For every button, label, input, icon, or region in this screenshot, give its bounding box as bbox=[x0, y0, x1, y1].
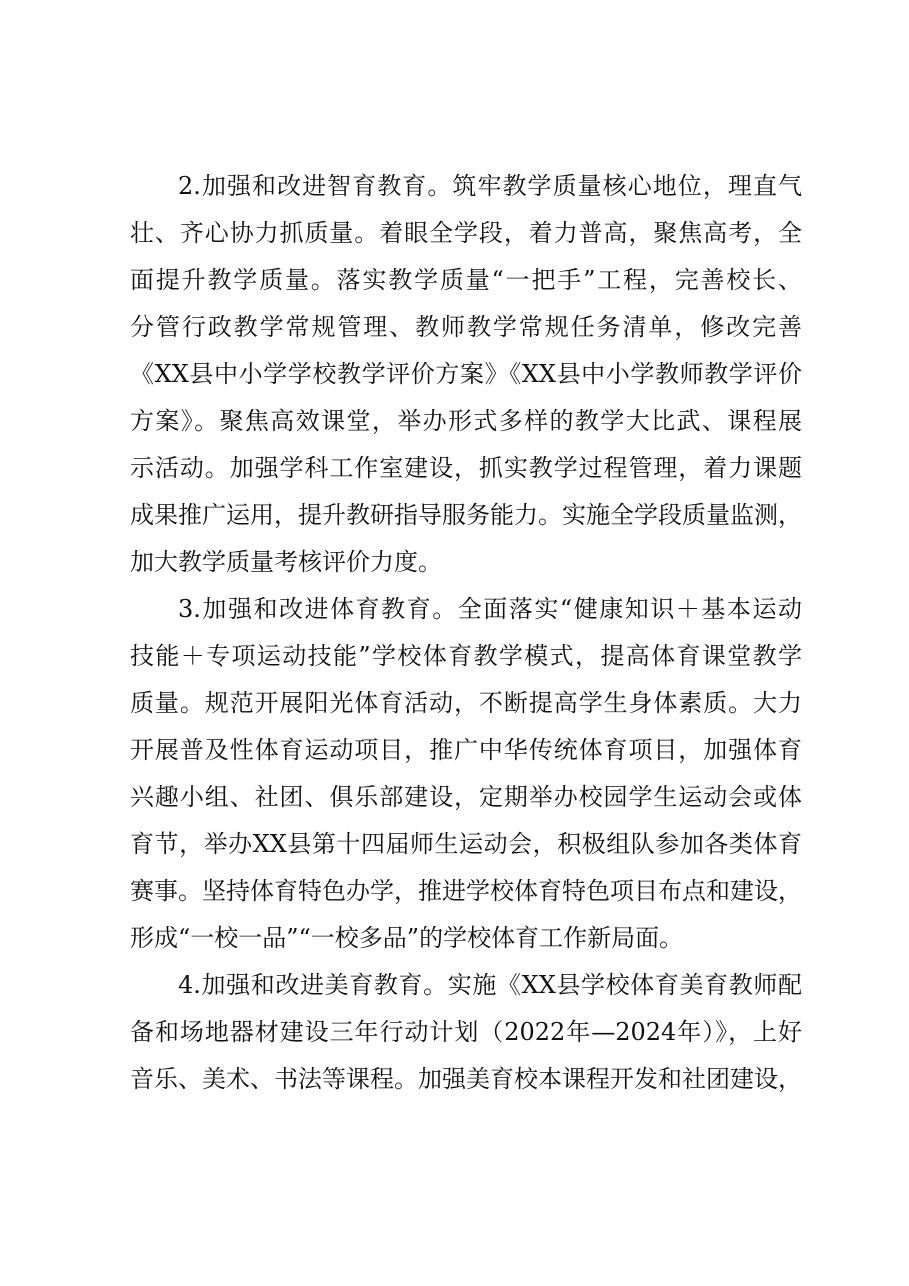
paragraph-intellectual-education bbox=[130, 163, 802, 586]
text-line: 分管行政教学常规管理、教师教学常规任务清单，修改完善 bbox=[130, 313, 802, 341]
text-line: 面提升教学质量。落实教学质量“一把手”工程，完善校长、 bbox=[130, 266, 802, 294]
text-line: 兴趣小组、社团、俱乐部建设，定期举办校园学生运动会或体 bbox=[130, 783, 802, 811]
text-line: 质量。规范开展阳光体育活动，不断提高学生身体素质。大力 bbox=[130, 689, 802, 717]
text-line: 2.加强和改进智育教育。筑牢教学质量核心地位，理直气 bbox=[178, 172, 802, 200]
text-line: 音乐、美术、书法等课程。加强美育校本课程开发和社团建设， bbox=[130, 1065, 802, 1093]
text-line: 育节，举办XX县第十四届师生运动会，积极组队参加各类体育 bbox=[130, 830, 802, 858]
text-line: 开展普及性体育运动项目，推广中华传统体育项目，加强体育 bbox=[130, 736, 802, 764]
paragraph-aesthetic-education bbox=[130, 962, 802, 1103]
text-line: 成果推广运用，提升教研指导服务能力。实施全学段质量监测， bbox=[130, 501, 802, 529]
text-line: 备和场地器材建设三年行动计划（2022年—2024年）》，上好 bbox=[130, 1018, 802, 1046]
text-line: 《XX县中小学学校教学评价方案》《XX县中小学教师教学评价 bbox=[130, 360, 802, 388]
text-line: 加大教学质量考核评价力度。 bbox=[130, 548, 442, 576]
text-line: 4.加强和改进美育教育。实施《XX县学校体育美育教师配 bbox=[178, 971, 802, 999]
text-line: 壮、齐心协力抓质量。着眼全学段，着力普高，聚焦高考，全 bbox=[130, 219, 802, 247]
document-body bbox=[130, 163, 802, 1103]
text-line: 形成“一校一品”“一校多品”的学校体育工作新局面。 bbox=[130, 924, 684, 952]
text-line: 方案》。聚焦高效课堂，举办形式多样的教学大比武、课程展 bbox=[130, 407, 802, 435]
text-line: 技能＋专项运动技能”学校体育教学模式，提高体育课堂教学 bbox=[130, 642, 802, 670]
paragraph-physical-education bbox=[130, 586, 802, 962]
text-line: 3.加强和改进体育教育。全面落实“健康知识＋基本运动 bbox=[178, 595, 802, 623]
text-line: 赛事。坚持体育特色办学，推进学校体育特色项目布点和建设， bbox=[130, 877, 802, 905]
text-line: 示活动。加强学科工作室建设，抓实教学过程管理，着力课题 bbox=[130, 454, 802, 482]
